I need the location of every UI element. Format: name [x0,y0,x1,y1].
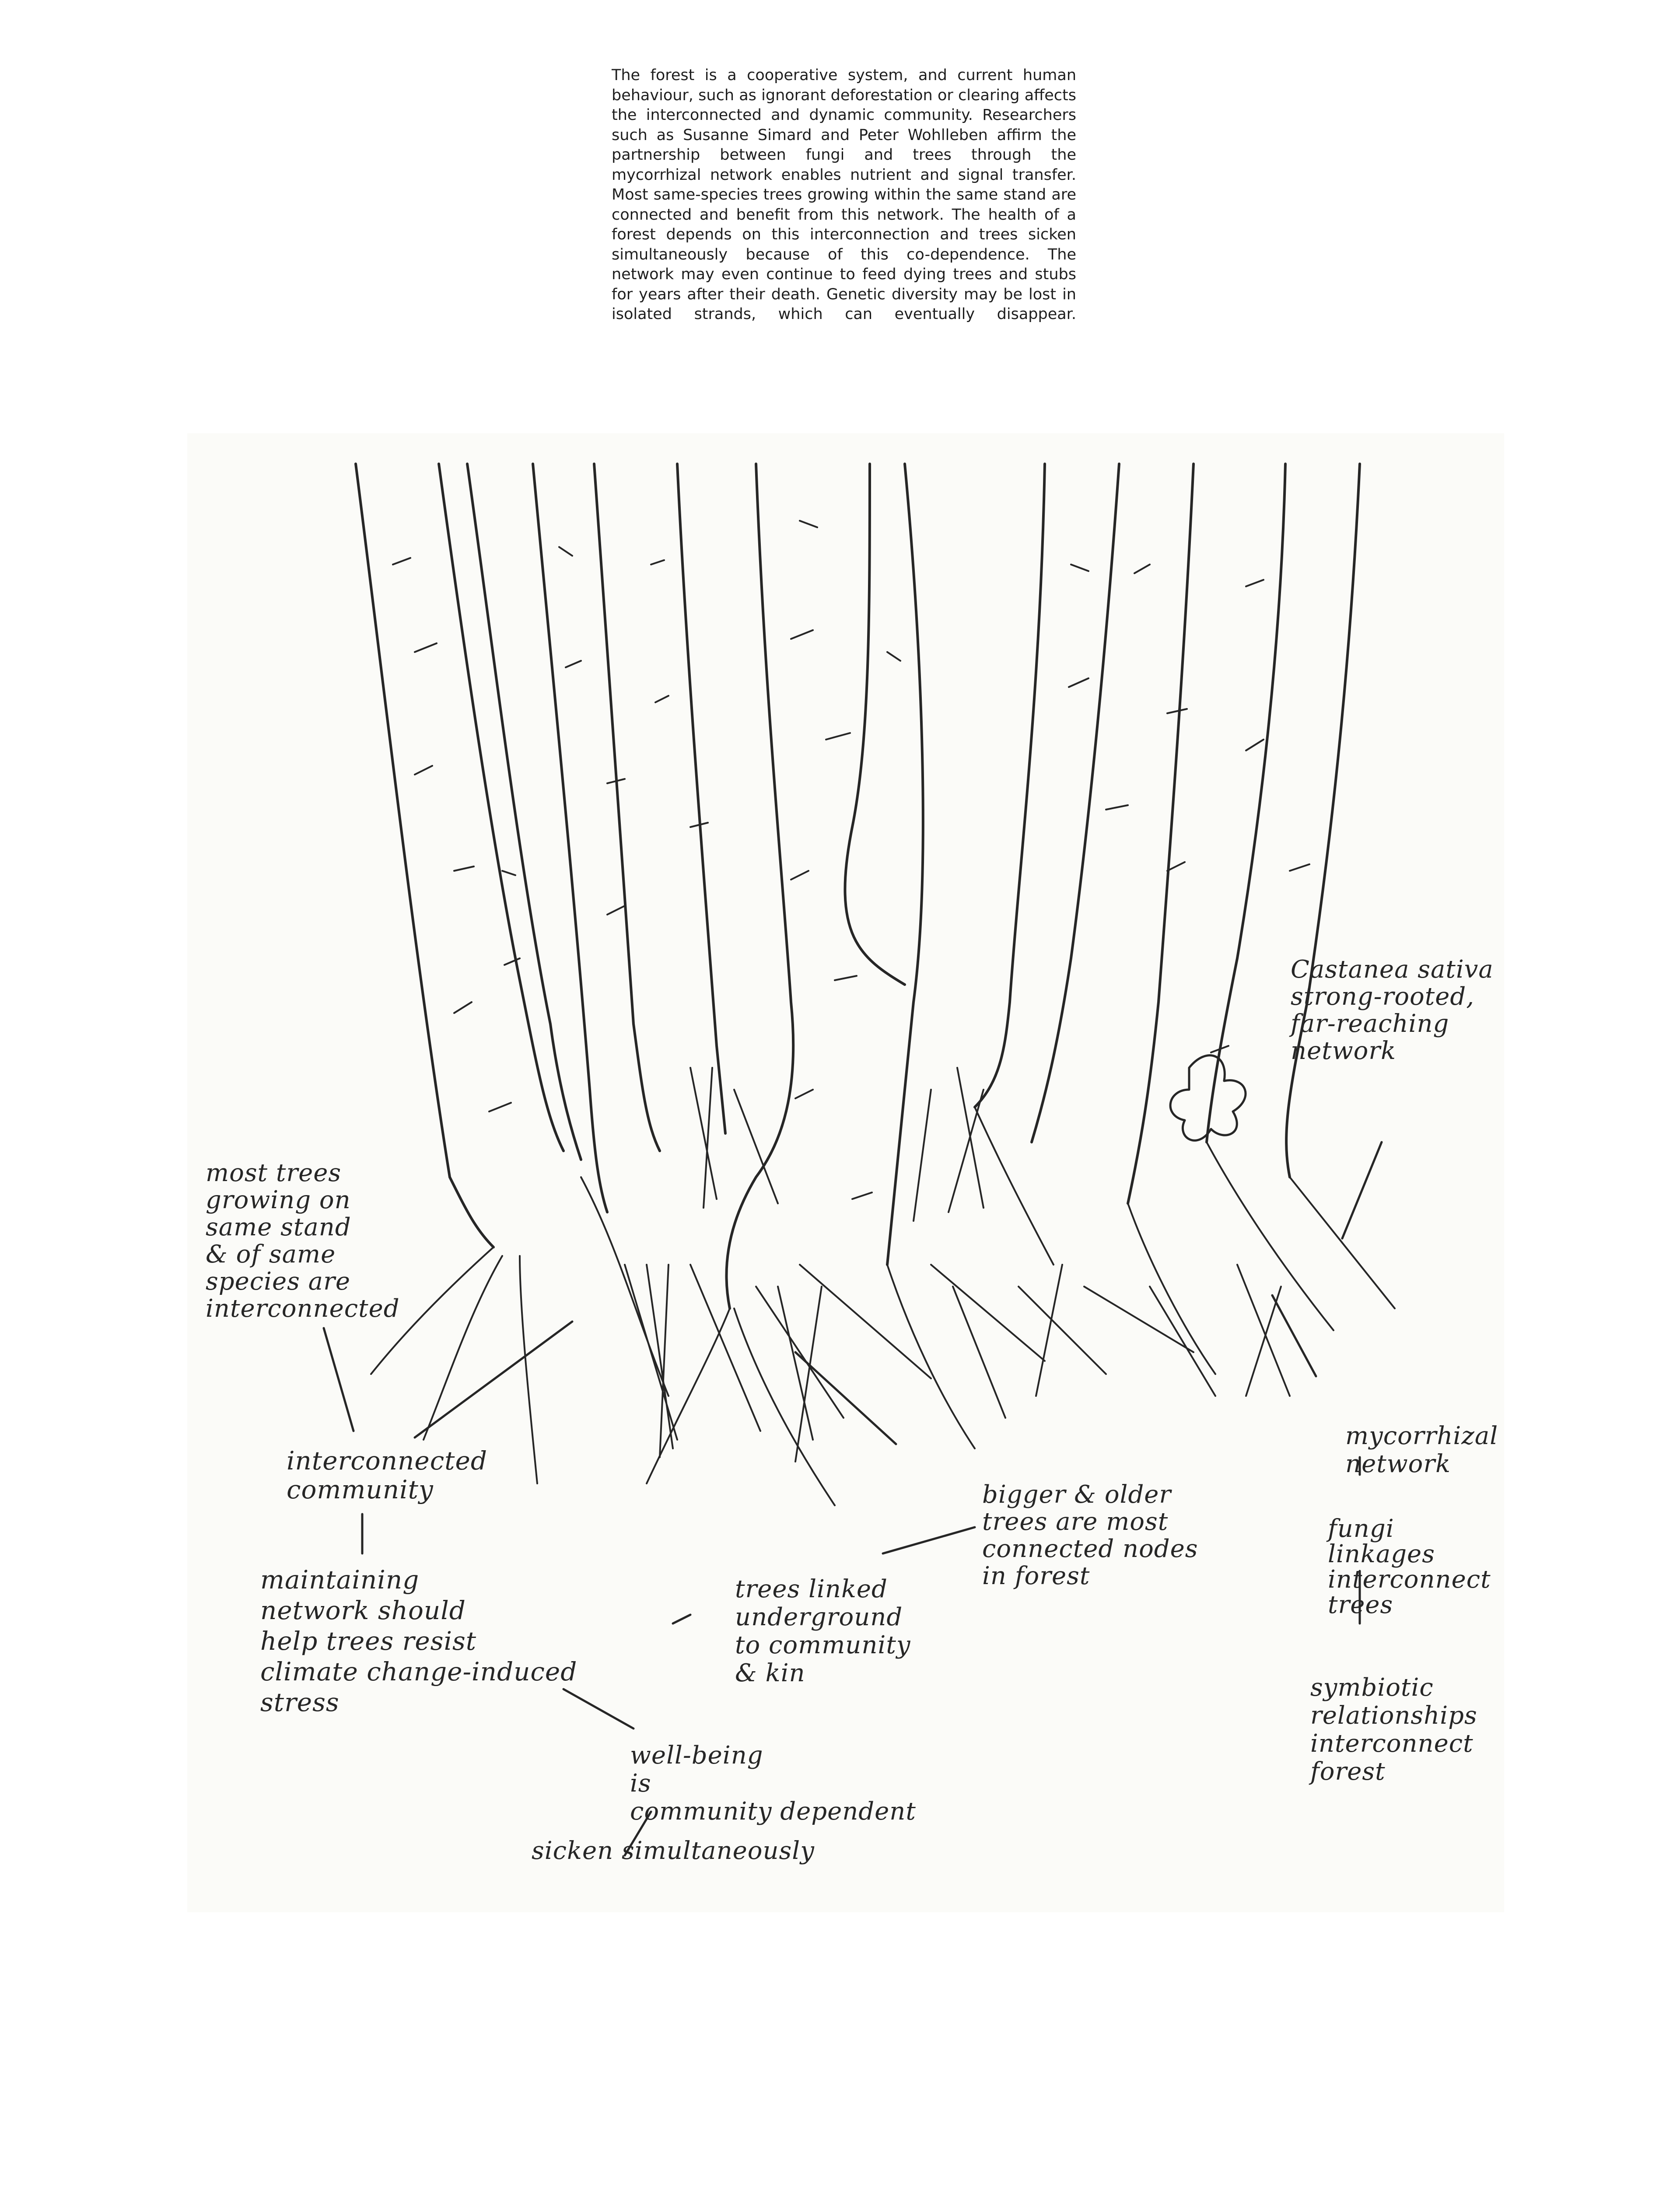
right-trunks [975,464,1360,1203]
annotation-most-trees: most trees growing on same stand & of same species are interconnected [206,1159,400,1323]
annotation-bigger-older: bigger & older trees are most connected nodes in forest [982,1480,1198,1590]
annotation-interconnected-community: interconnected community [287,1446,487,1504]
annotation-mycorrhizal-network: mycorrhizal network [1345,1422,1498,1478]
annotation-maintaining-network: maintaining network should help trees resist climate change-induced stress [260,1565,578,1717]
left-trunk [356,464,581,1247]
central-trunk [727,464,923,1308]
roots [371,1068,1395,1505]
annotation-castanea: Castanea sativa strong-rooted, far-reaching network [1291,955,1494,1065]
intro-paragraph: The forest is a cooperative system, and current human behaviour, such as ignorant deforestation or clearing affects the interconnected and dynamic community. Researchers such as Susanne Simard and Peter Wohlleben affirm the partnership between fungi and trees through the mycorrhizal network enables nutrient and signal transfer. Most same-species trees growing within the same stand are connected and benefit from this network. The health of a forest depends on this interconnection and trees sicken simultaneously because of this co-dependence. The network may even continue to feed dying trees and stubs for years after their death. Genetic diversity may be lost in isolated strands, which can eventually disappear. [612,67,1076,323]
annotation-sicken: sicken simultaneously [532,1837,815,1865]
annotation-symbiotic-relationships: symbiotic relationships interconnect forest [1310,1673,1477,1786]
annotation-well-being: well-being is community dependent [630,1741,916,1826]
annotation-trees-linked: trees linked underground to community & kin [735,1575,911,1687]
annotation-fungi-linkages: fungi linkages interconnect trees [1328,1515,1491,1619]
